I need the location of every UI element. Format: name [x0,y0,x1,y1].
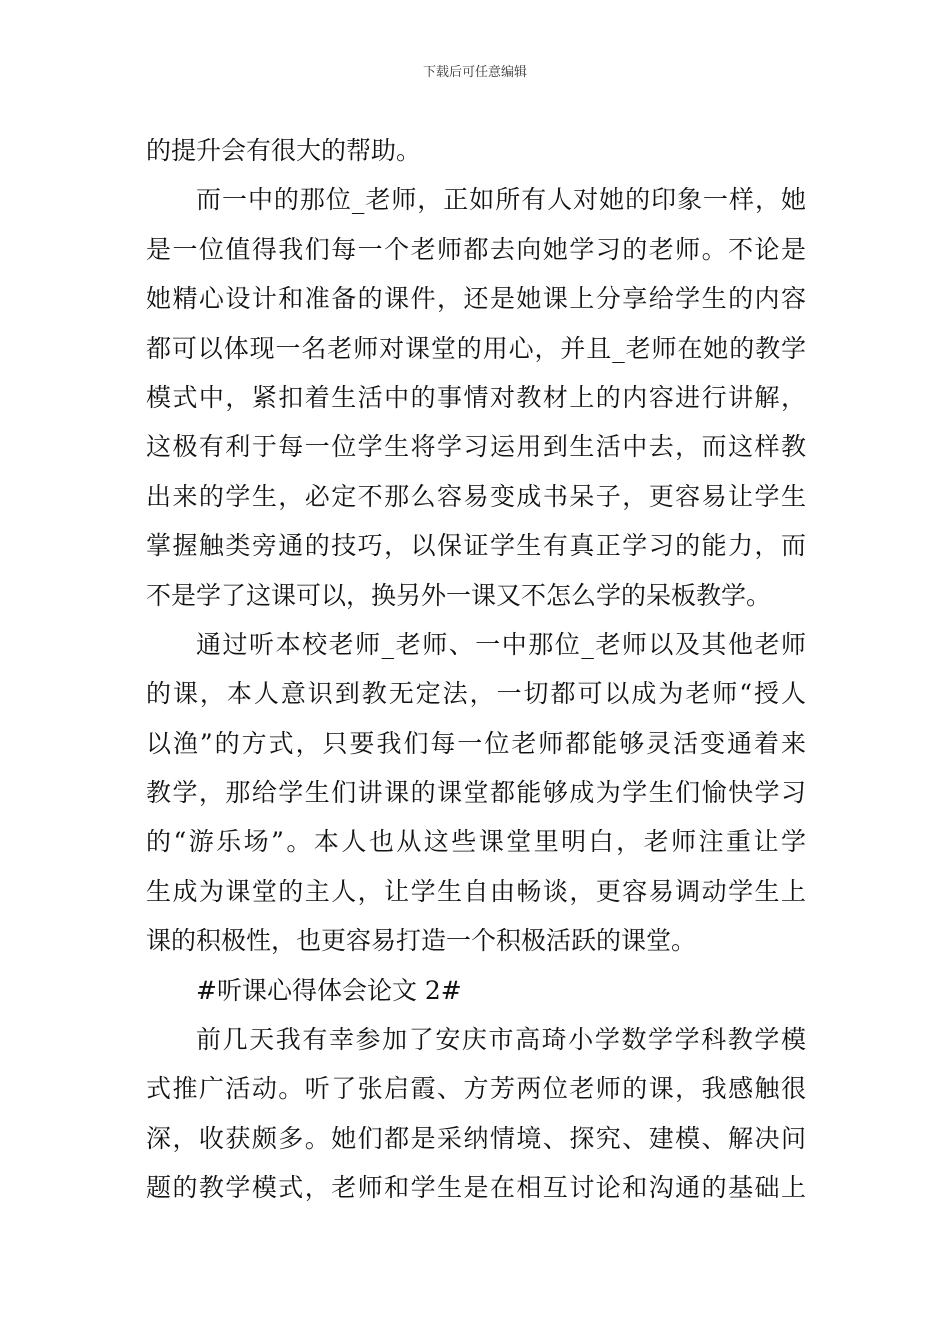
text-line: 通过听本校老师_老师、一中那位_老师以及其他老师 [196,629,806,659]
text-line: 这极有利于每一位学生将学习运用到生活中去，而这样教 [146,432,806,462]
text-line: 深，收获颇多。她们都是采纳情境、探究、建模、解决问 [146,1123,806,1153]
text-line: 不是学了这课可以，换另外一课又不怎么学的呆板教学。 [146,580,772,610]
text-line: 是一位值得我们每一个老师都去向她学习的老师。不论是 [146,234,806,264]
text-line: 的提升会有很大的帮助。 [146,136,422,165]
text-line: 而一中的那位_老师，正如所有人对她的印象一样，她 [196,185,806,215]
text-line: 她精心设计和准备的课件，还是她课上分享给学生的内容 [146,284,806,314]
page-header: 下载后可任意编辑 [422,65,527,80]
text-line: 题的教学模式，老师和学生是在相互讨论和沟通的基础上 [146,1173,806,1203]
text-line: 都可以体现一名老师对课堂的用心，并且_老师在她的教学 [146,333,806,363]
text-line: 掌握触类旁通的技巧，以保证学生有真正学习的能力，而 [146,531,806,561]
text-line: 教学，那给学生们讲课的课堂都能够成为学生们愉快学习 [146,778,806,808]
document-body [146,126,806,1213]
text-line: #听课心得体会论文 2# [196,975,462,1005]
text-line: 前几天我有幸参加了安庆市高琦小学数学学科教学模 [196,1025,806,1055]
text-line: 模式中，紧扣着生活中的事情对教材上的内容进行讲解， [146,382,806,412]
text-line: 的课，本人意识到教无定法，一切都可以成为老师“授人 [146,679,806,709]
text-line: 以渔”的方式，只要我们每一位老师都能够灵活变通着来 [146,728,806,758]
text-line: 出来的学生，必定不那么容易变成书呆子，更容易让学生 [146,481,806,511]
text-line: 式推广活动。听了张启霞、方芳两位老师的课，我感触很 [146,1074,806,1104]
text-line: 生成为课堂的主人，让学生自由畅谈，更容易调动学生上 [146,876,806,906]
text-line: 的“游乐场”。本人也从这些课堂里明白，老师注重让学 [146,827,806,857]
text-line: 课的积极性，也更容易打造一个积极活跃的课堂。 [146,926,697,956]
